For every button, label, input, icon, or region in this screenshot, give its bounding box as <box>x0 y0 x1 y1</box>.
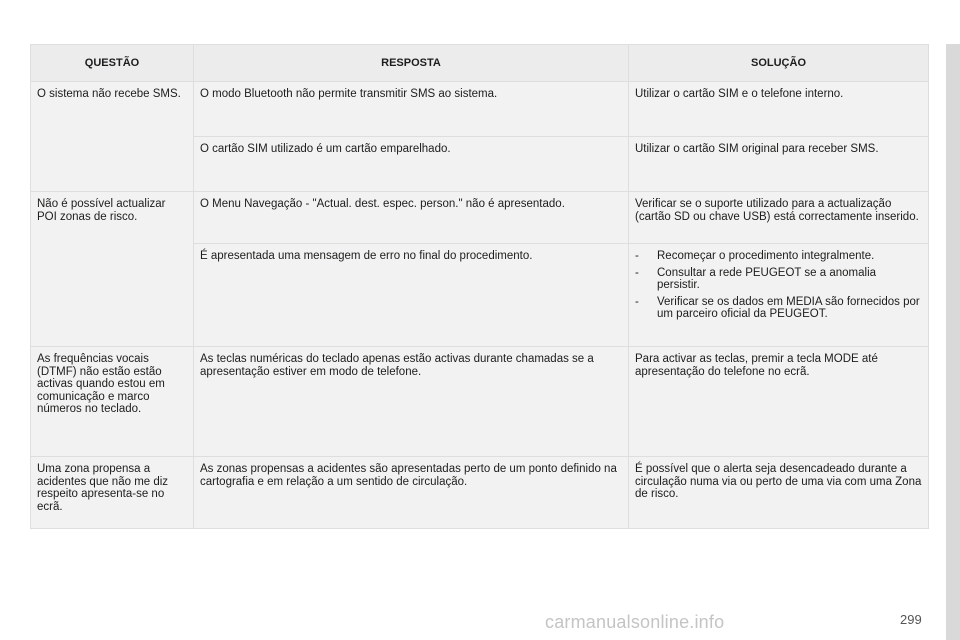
answer-cell: O modo Bluetooth não permite transmitir SMS ao sistema. <box>194 82 629 137</box>
page-number: 299 <box>900 612 922 627</box>
answer-cell: As teclas numéricas do teclado apenas estão activas durante chamadas se a apresentação estiver em modo de telefone. <box>194 347 629 457</box>
question-cell: Não é possível actualizar POI zonas de risco. <box>31 192 194 347</box>
watermark: carmanualsonline.info <box>545 612 725 632</box>
question-cell: O sistema não recebe SMS. <box>31 82 194 192</box>
answer-cell: O Menu Navegação - "Actual. dest. espec. person." não é apresentado. <box>194 192 629 244</box>
solution-list-item: - Verificar se os dados em MEDIA são fornecidos por um parceiro oficial da PEUGEOT. <box>635 296 922 321</box>
table-row <box>31 82 929 137</box>
solution-list <box>635 250 922 321</box>
table-row <box>31 192 929 244</box>
answer-cell: O cartão SIM utilizado é um cartão emparelhado. <box>194 137 629 192</box>
troubleshooting-table <box>30 44 929 529</box>
answer-cell: É apresentada uma mensagem de erro no final do procedimento. <box>194 244 629 347</box>
question-cell: Uma zona propensa a acidentes que não me diz respeito apresenta-se no ecrã. <box>31 457 194 529</box>
solution-cell: É possível que o alerta seja desencadeado durante a circulação numa via ou perto de uma via com uma Zona de risco. <box>629 457 929 529</box>
answer-cell: As zonas propensas a acidentes são apresentadas perto de um ponto definido na cartografia e em relação a um sentido de circulação. <box>194 457 629 529</box>
header-question: QUESTÃO <box>31 45 194 82</box>
solution-list-item: - Consultar a rede PEUGEOT se a anomalia persistir. <box>635 267 922 292</box>
question-cell: As frequências vocais (DTMF) não estão estão activas quando estou em comunicação e marco números no teclado. <box>31 347 194 457</box>
solution-cell: Para activar as teclas, premir a tecla MODE até apresentação do telefone no ecrã. <box>629 347 929 457</box>
header-solution: SOLUÇÃO <box>629 45 929 82</box>
solution-cell <box>629 244 929 347</box>
solution-cell: Utilizar o cartão SIM e o telefone interno. <box>629 82 929 137</box>
solution-list-item: - Recomeçar o procedimento integralmente. <box>635 250 922 263</box>
table-row <box>31 457 929 529</box>
table-row <box>31 347 929 457</box>
page-side-tab <box>946 44 960 640</box>
table-header-row <box>31 45 929 82</box>
solution-cell: Utilizar o cartão SIM original para receber SMS. <box>629 137 929 192</box>
solution-cell: Verificar se o suporte utilizado para a actualização (cartão SD ou chave USB) está correctamente inserido. <box>629 192 929 244</box>
header-answer: RESPOSTA <box>194 45 629 82</box>
